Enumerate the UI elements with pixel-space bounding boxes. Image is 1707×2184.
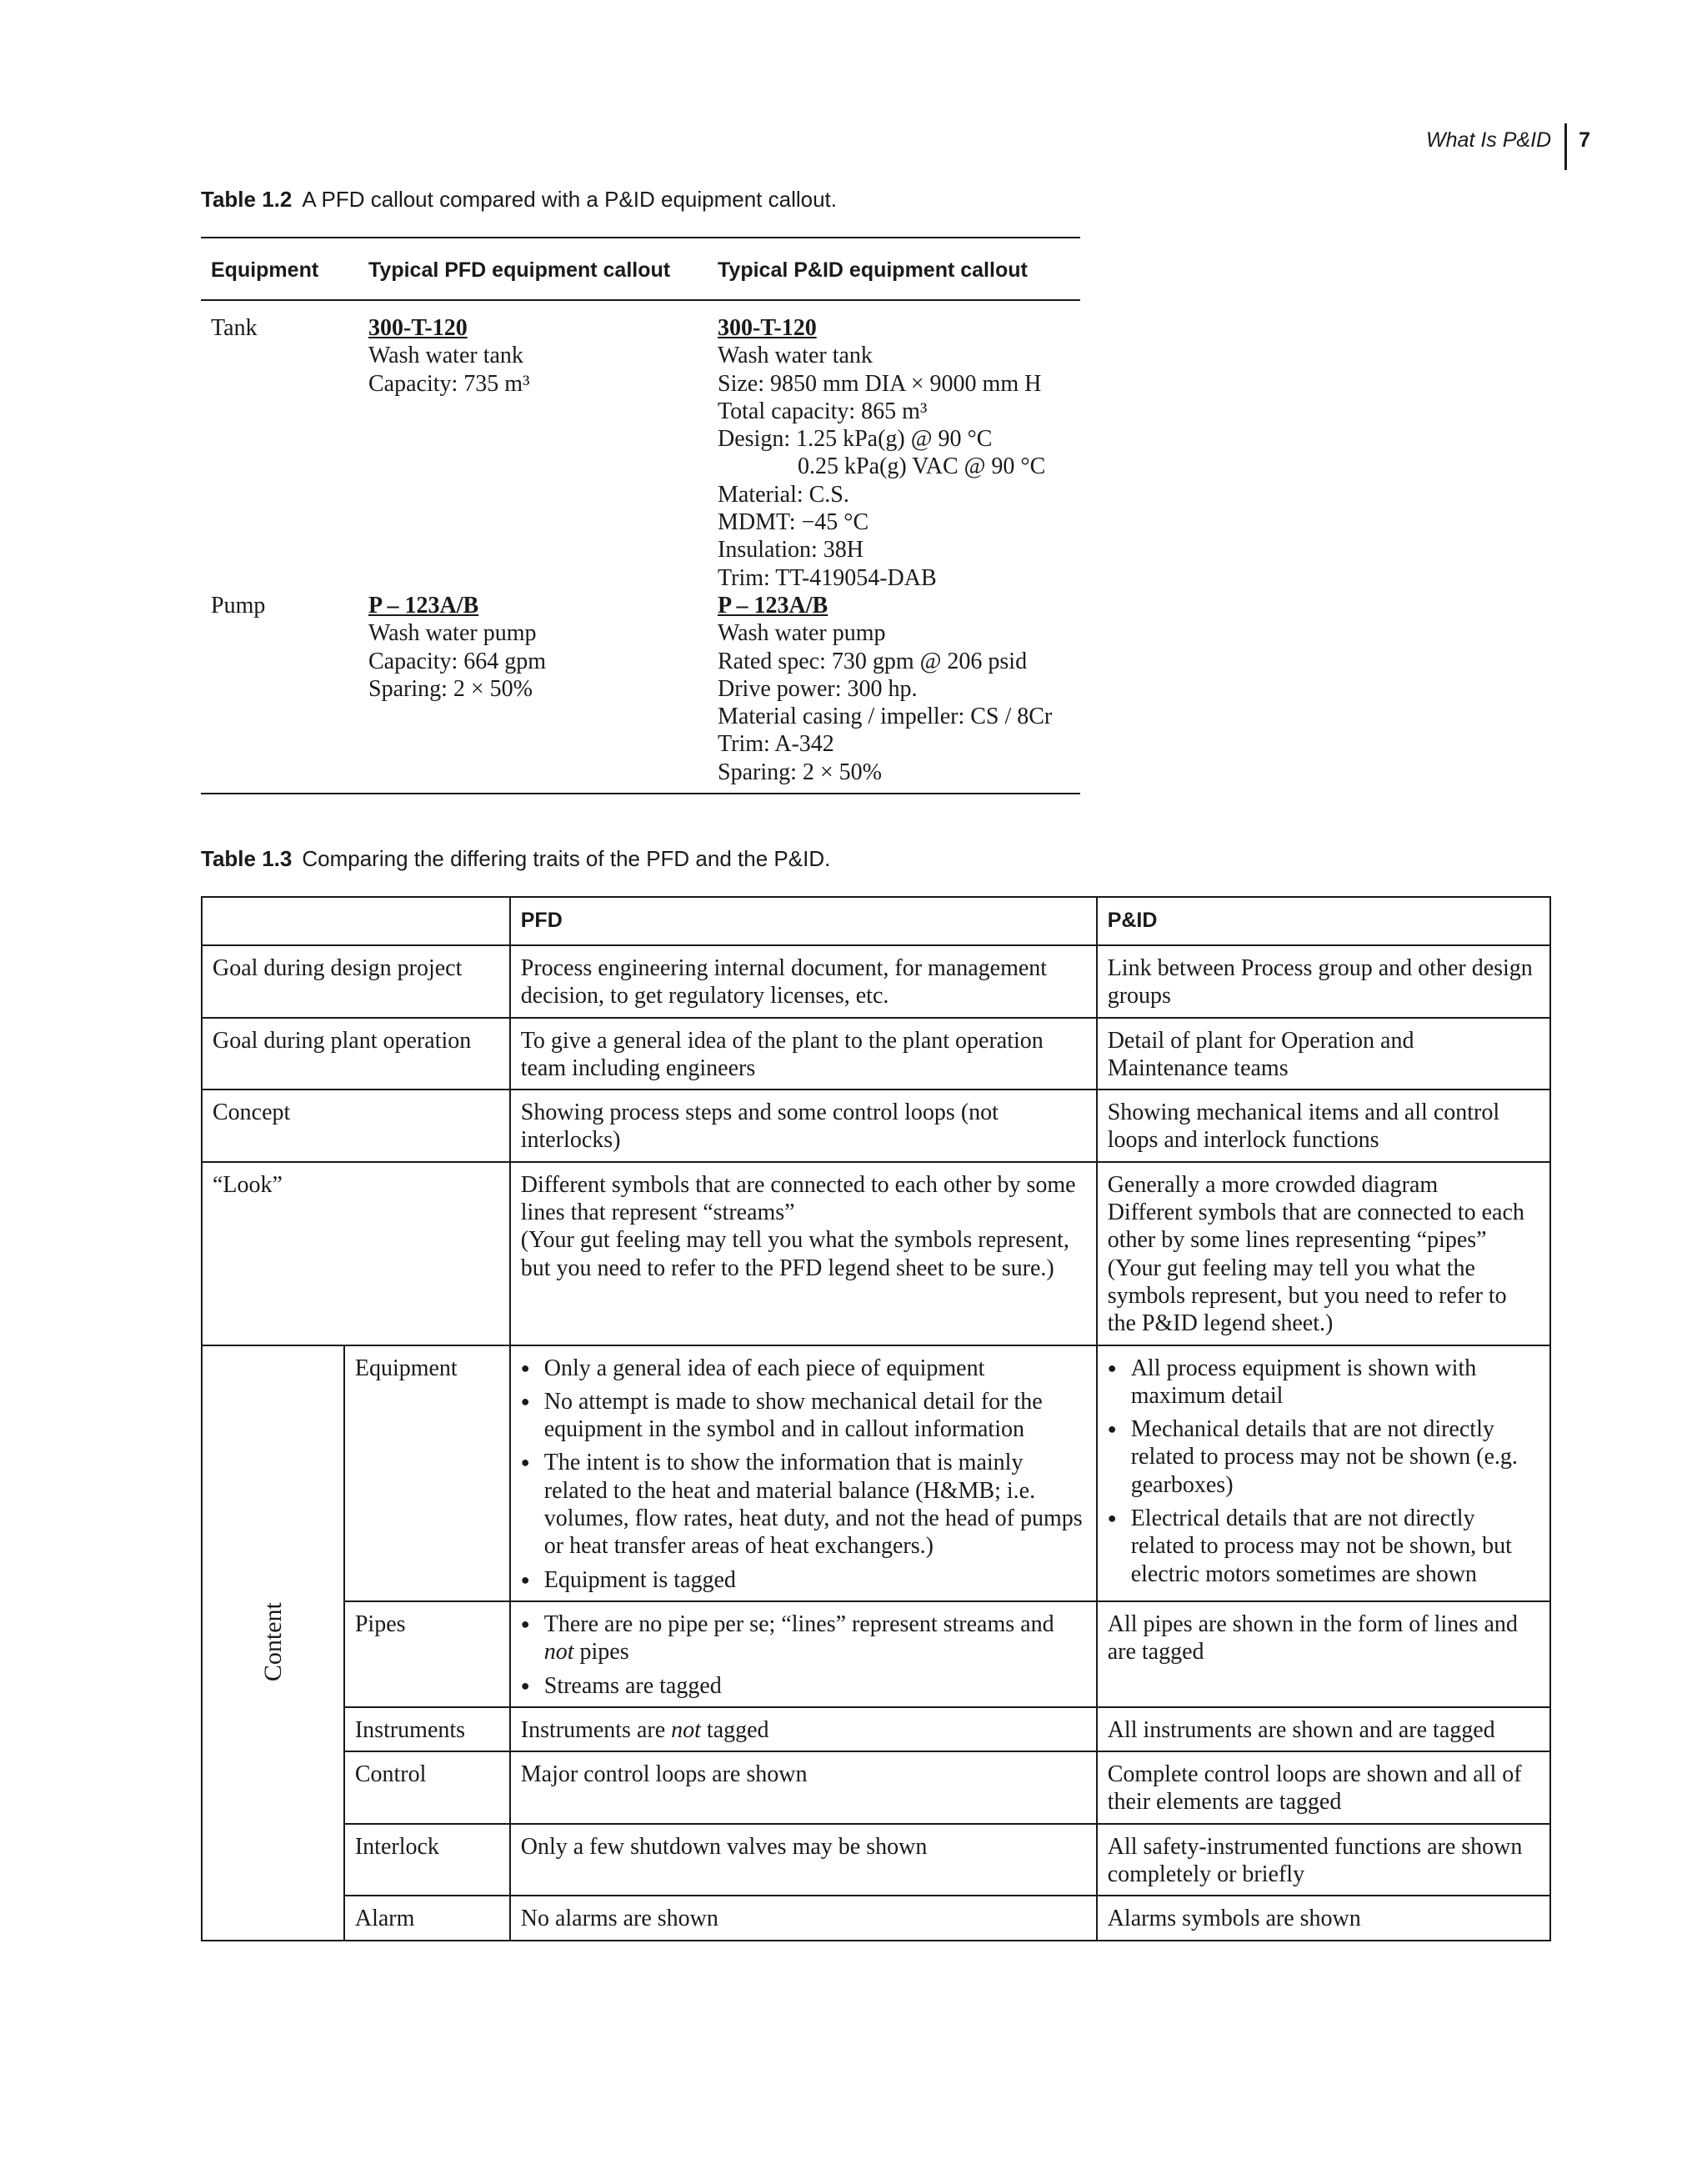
callout-line: Trim: A-342 [718, 731, 834, 758]
callout-line: MDMT: −45 °C [718, 509, 869, 536]
table-row [202, 1162, 1550, 1345]
callout-line: Wash water tank [718, 343, 873, 369]
pfd-cell: To give a general idea of the plant to the plant operation team including engineers [510, 1018, 1097, 1090]
callout-line: Insulation: 38H [718, 537, 864, 564]
pfd-cell [510, 1601, 1097, 1707]
list-item [521, 1610, 1086, 1666]
list-item: ● Only a general idea of each piece of equipment [521, 1355, 1086, 1382]
pfd-cell: Process engineering internal document, for management decision, to get regulatory licenses, etc. [510, 945, 1097, 1018]
caption-text: Comparing the differing traits of the PFD and the P&ID. [302, 846, 831, 871]
row-label: Pipes [344, 1601, 510, 1707]
pfd-cell: No alarms are shown [510, 1896, 1097, 1940]
list-item: ● Streams are tagged [521, 1672, 1086, 1700]
pid-callout-cell [708, 592, 1080, 794]
page-number: 7 [1579, 128, 1590, 152]
equipment-cell: Tank [211, 315, 258, 341]
table-row [202, 1896, 1550, 1940]
pfd-callout-cell [358, 592, 708, 794]
list-item-text: pipes [573, 1639, 629, 1666]
row-label: Alarm [344, 1896, 510, 1940]
pid-cell: Detail of plant for Operation and Maintenance teams [1097, 1018, 1550, 1090]
list-item: ● Mechanical details that are not directly related to process may not be shown (e.g. gearboxes) [1108, 1415, 1539, 1499]
row-label: Interlock [344, 1824, 510, 1896]
row-label: Instruments [344, 1707, 510, 1751]
caption-text: A PFD callout compared with a P&ID equipment callout. [302, 187, 838, 212]
pid-cell: Link between Process group and other design groups [1097, 945, 1550, 1018]
row-label: Control [344, 1751, 510, 1824]
table-label: Table 1.3 [201, 846, 293, 871]
cell-text: Instruments are [520, 1716, 672, 1743]
pfd-cell [510, 1707, 1097, 1751]
column-header: Typical P&ID equipment callout [708, 238, 1080, 300]
callout-line: Design: 1.25 kPa(g) @ 90 °C [718, 426, 993, 453]
table-row [202, 1345, 1550, 1601]
row-label: Goal during design project [202, 945, 510, 1018]
callout-line: Rated spec: 730 gpm @ 206 psid [718, 648, 1028, 674]
list-item: ● No attempt is made to show mechanical detail for the equipment in the symbol and in callout information [521, 1388, 1086, 1444]
callout-line: Capacity: 664 gpm [368, 648, 547, 674]
callout-line: Size: 9850 mm DIA × 9000 mm H [718, 370, 1042, 397]
table-row [202, 945, 1550, 1018]
pid-callout-cell [708, 300, 1080, 592]
pfd-cell: Only a few shutdown valves may be shown [510, 1824, 1097, 1896]
callout-line: Wash water tank [368, 343, 523, 369]
pid-cell: Alarms symbols are shown [1097, 1896, 1550, 1940]
table-header-row [202, 897, 1550, 945]
table-1-3-caption [201, 846, 830, 872]
pfd-callout-cell [358, 300, 708, 592]
table-row [202, 1824, 1550, 1896]
callout-line: Material casing / impeller: CS / 8Cr [718, 704, 1053, 730]
row-label: Equipment [344, 1345, 510, 1601]
table-row [202, 1601, 1550, 1707]
callout-line: Sparing: 2 × 50% [368, 675, 533, 702]
callout-line: Wash water pump [368, 620, 537, 647]
callout-line: Material: C.S. [718, 481, 849, 508]
list-item-text: There are no pipe per se; “lines” represent streams and [543, 1610, 1054, 1637]
list-item: ● The intent is to show the information that is mainly related to the heat and material balance (H&MB; i.e. volumes, flow rates, heat duty, and not the head of pumps or heat transfer areas of heat exchangers.) [521, 1449, 1086, 1560]
equipment-cell: Pump [201, 592, 358, 794]
pid-cell: All instruments are shown and are tagged [1097, 1707, 1550, 1751]
content-group-label-cell [202, 1345, 344, 1941]
table-row [202, 1751, 1550, 1824]
callout-line: Total capacity: 865 m³ [718, 398, 928, 424]
pfd-cell: Major control loops are shown [510, 1751, 1097, 1824]
column-header: PFD [510, 897, 1097, 945]
pid-cell [1097, 1345, 1550, 1601]
table-row [202, 1018, 1550, 1090]
pid-cell: All pipes are shown in the form of lines and are tagged [1097, 1601, 1550, 1707]
pfd-cell [510, 1345, 1097, 1601]
bullet-list [1108, 1355, 1539, 1588]
list-item: ● Electrical details that are not directly related to process may not be shown, but electric motors sometimes are shown [1108, 1505, 1539, 1588]
callout-line: Wash water pump [718, 620, 886, 647]
callout-line: Sparing: 2 × 50% [718, 759, 882, 785]
bullet-list [521, 1610, 1086, 1700]
running-title: What Is P&ID [1426, 128, 1552, 152]
callout-line: Capacity: 735 m³ [368, 370, 530, 397]
equipment-tag: P – 123A/B [368, 592, 479, 619]
pid-cell: All safety-instrumented functions are shown completely or briefly [1097, 1824, 1550, 1896]
traits-comparison-table [201, 896, 1551, 1941]
callout-line: 0.25 kPa(g) VAC @ 90 °C [798, 453, 1046, 480]
pid-cell: Generally a more crowded diagram Different symbols that are connected to each other by some lines representing “pipes” (Your gut feeling may tell you what the symbols represent, but you need to refer to the P&ID legend sheet.) [1097, 1162, 1550, 1345]
equipment-tag: P – 123A/B [718, 592, 828, 619]
callout-comparison-table [201, 237, 1080, 794]
table-row [201, 300, 1080, 592]
column-header: Equipment [201, 238, 358, 300]
table-row [202, 1707, 1550, 1751]
column-header [202, 897, 510, 945]
cell-text: tagged [700, 1716, 769, 1743]
callout-line: Trim: TT-419054-DAB [718, 564, 937, 591]
row-label: Goal during plant operation [202, 1018, 510, 1090]
emphasis-text: not [543, 1639, 574, 1666]
equipment-tag: 300-T-120 [368, 315, 468, 341]
list-item: ● Equipment is tagged [521, 1566, 1086, 1594]
table-header-row [201, 238, 1080, 300]
row-label: Concept [202, 1089, 510, 1162]
callout-line: Drive power: 300 hp. [718, 675, 918, 702]
column-header: P&ID [1097, 897, 1550, 945]
bullet-list [521, 1355, 1086, 1594]
table-row [201, 592, 1080, 794]
row-label: “Look” [202, 1162, 510, 1345]
emphasis-text: not [671, 1716, 701, 1743]
content-group-label: Content [258, 1602, 287, 1682]
pid-cell: Showing mechanical items and all control loops and interlock functions [1097, 1089, 1550, 1162]
pid-cell: Complete control loops are shown and all of their elements are tagged [1097, 1751, 1550, 1824]
pfd-cell: Showing process steps and some control loops (not interlocks) [510, 1089, 1097, 1162]
table-row [202, 1089, 1550, 1162]
pfd-cell: Different symbols that are connected to each other by some lines that represent “streams” (Your gut feeling may tell you what the symbols represent, but you need to refer to the PFD legend sheet to be sure.) [510, 1162, 1097, 1345]
list-item: ● All process equipment is shown with maximum detail [1108, 1355, 1539, 1410]
running-header [1426, 123, 1590, 173]
table-label: Table 1.2 [201, 187, 293, 212]
column-header: Typical PFD equipment callout [358, 238, 708, 300]
equipment-tag: 300-T-120 [718, 315, 817, 341]
table-1-2-caption [201, 187, 837, 213]
